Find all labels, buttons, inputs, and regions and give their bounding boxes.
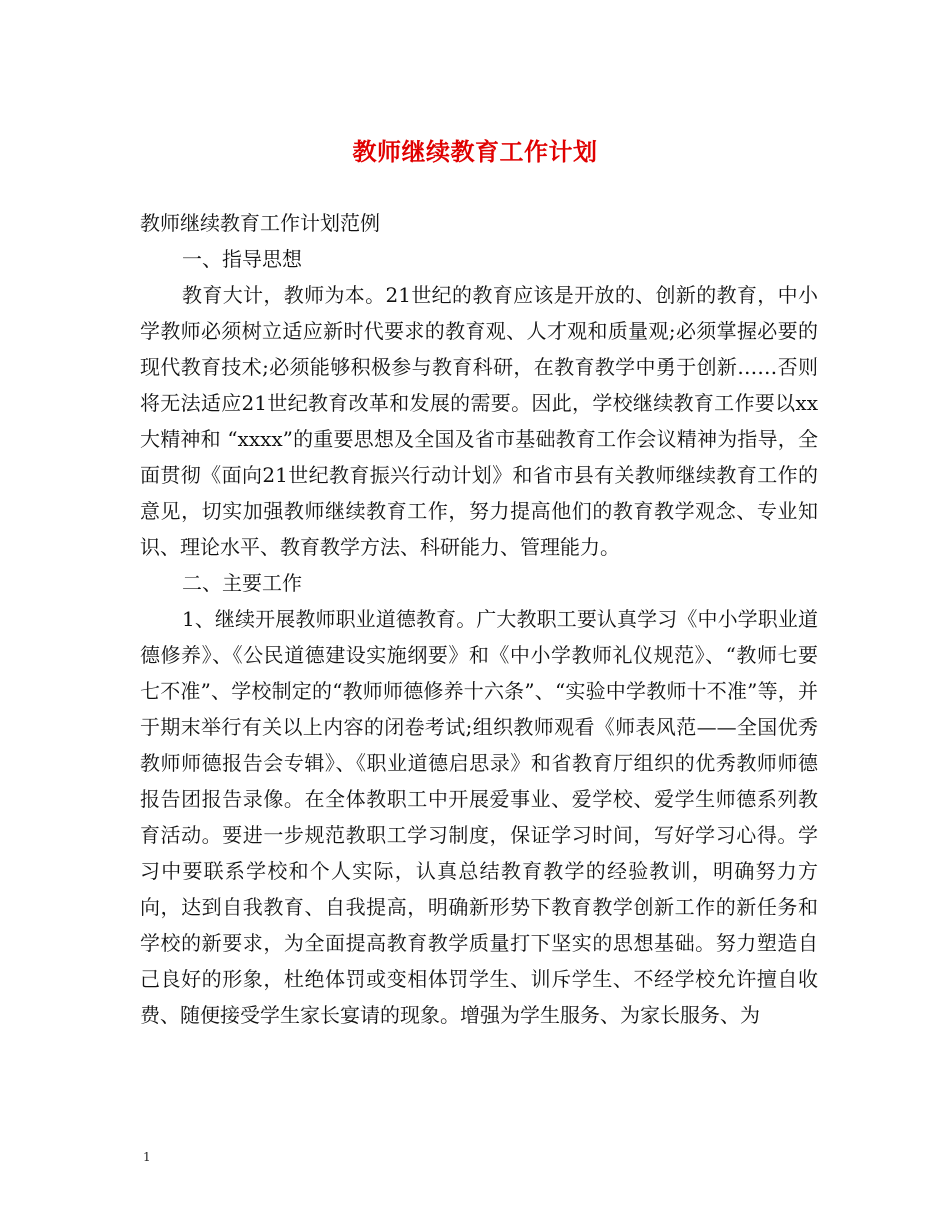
section-paragraph: 1、继续开展教师职业道德教育。广大教职工要认真学习《中小学职业道德修养》、《公民道德建设实施纲要》和《中小学教师礼仪规范》、“教师七要七不准”、学校制定的“教师师德修养十六条”、“实验中学教师十不准”等，并于期末举行有关以上内容的闭卷考试;组织教师观看《师表风范——全国优秀教师师德报告会专辑》、《职业道德启思录》和省教育厅组织的优秀教师师德报告团报告录像。在全体教职工中开展爱事业、爱学校、爱学生师德系列教育活动。要进一步规范教职工学习制度，保证学习时间，写好学习心得。学习中要联系学校和个人实际，认真总结教育教学的经验教训，明确努力方向，达到自我教育、自我提高，明确新形势下教育教学创新工作的新任务和学校的新要求，为全面提高教育教学质量打下坚实的思想基础。努力塑造自己良好的形象，杜绝体罚或变相体罚学生、训斥学生、不经学校允许擅自收费、随便接受学生家长宴请的现象。增强为学生服务、为家长服务、为 [140, 607, 818, 1027]
page-number: 1 [143, 1150, 151, 1164]
section-heading: 一、指导思想 [182, 247, 302, 271]
section-heading: 二、主要工作 [182, 571, 302, 595]
document-subtitle: 教师继续教育工作计划范例 [140, 211, 380, 235]
document-title: 教师继续教育工作计划 [352, 137, 598, 166]
document-body [140, 205, 818, 1033]
section-paragraph: 教育大计，教师为本。21世纪的教育应该是开放的、创新的教育，中小学教师必须树立适应新时代要求的教育观、人才观和质量观;必须掌握必要的现代教育技术;必须能够积极参与教育科研，在教育教学中勇于创新……否则将无法适应21世纪教育改革和发展的需要。因此，学校继续教育工作要以xx大精神和 “xxxx”的重要思想及全国及省市基础教育工作会议精神为指导，全面贯彻《面向21世纪教育振兴行动计划》和省市县有关教师继续教育工作的意见，切实加强教师继续教育工作，努力提高他们的教育教学观念、专业知识、理论水平、教育教学方法、科研能力、管理能力。 [140, 283, 818, 559]
